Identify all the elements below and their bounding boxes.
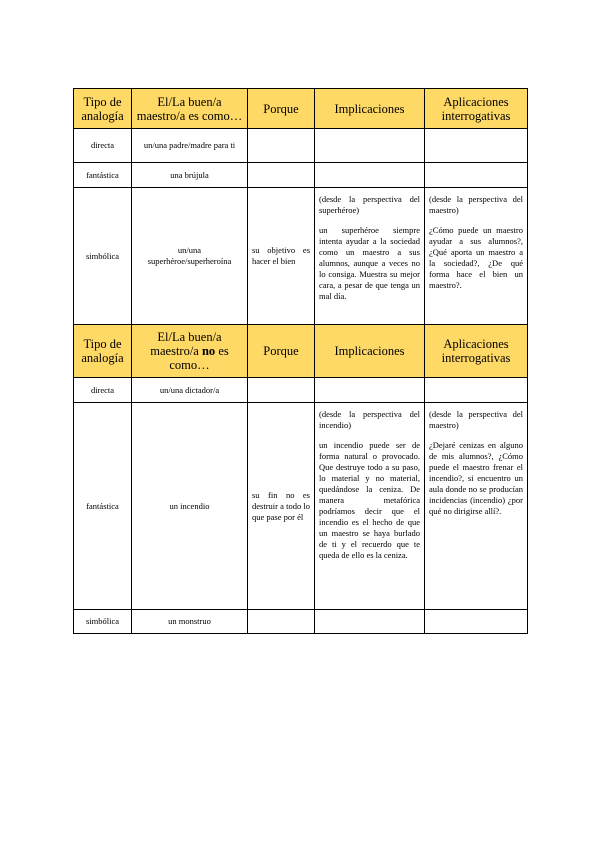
header-buen-maestro-no <box>132 325 248 378</box>
header-porque: Porque <box>248 89 315 129</box>
porque-cell <box>248 163 315 188</box>
como-cell: un/una dictador/a <box>132 378 248 403</box>
implicaciones-title: (desde la perspectiva del superhéroe) <box>319 194 420 215</box>
implicaciones-cell <box>315 129 425 163</box>
table-row <box>74 610 528 634</box>
tipo-cell: fantástica <box>74 403 132 610</box>
table-row <box>74 188 528 325</box>
implicaciones-text: un incendio puede ser de forma natural o provocado. Que destruye todo a su paso, lo material y no material, quedándose la ceniza. De manera metafórica podríamos decir que el incendio es el hecho de que un maestro se haya burlado de ti y el recuerdo que te queda de ello es la ceniza. <box>319 440 420 560</box>
aplicaciones-cell <box>425 163 528 188</box>
como-cell: una brújula <box>132 163 248 188</box>
tipo-cell: fantástica <box>74 163 132 188</box>
implicaciones-text: un superhéroe siempre intenta ayudar a la sociedad como un maestro a sus alumnos, aunque a veces no lo consiga. Muestra su mejor cara, a pesar de que tenga un mal día. <box>319 225 420 301</box>
header-buen-post: es como… <box>169 344 229 372</box>
implicaciones-cell <box>315 188 425 325</box>
porque-cell <box>248 610 315 634</box>
header-row <box>74 325 528 378</box>
porque-cell <box>248 129 315 163</box>
porque-cell: su objetivo es hacer el bien <box>248 188 315 325</box>
header-tipo: Tipo de analogía <box>74 89 132 129</box>
header-aplicaciones: Aplicaciones interrogativas <box>425 89 528 129</box>
aplicaciones-text: ¿Dejaré cenizas en alguno de mis alumnos?, ¿Cómo puede el maestro frenar el incendio?, si encuentro un aula donde no se producían incidencias (incendio) ¿por qué no dirigirse allí?. <box>429 440 523 516</box>
aplicaciones-title: (desde la perspectiva del maestro) <box>429 409 523 430</box>
implicaciones-cell <box>315 403 425 610</box>
como-cell: un monstruo <box>132 610 248 634</box>
header-buen-no: no <box>201 344 216 358</box>
header-buen-pre: El/La buen/a maestro/a <box>150 330 222 358</box>
header-row <box>74 89 528 129</box>
table-row <box>74 378 528 403</box>
table-row <box>74 129 528 163</box>
implicaciones-cell <box>315 378 425 403</box>
tipo-cell: directa <box>74 129 132 163</box>
header-implicaciones: Implicaciones <box>315 89 425 129</box>
como-cell: un incendio <box>132 403 248 610</box>
porque-cell <box>248 378 315 403</box>
como-cell: un/una superhéroe/superheroína <box>132 188 248 325</box>
implicaciones-cell <box>315 163 425 188</box>
porque-cell: su fin no es destruir a todo lo que pase por él <box>248 403 315 610</box>
header-tipo: Tipo de analogía <box>74 325 132 378</box>
header-aplicaciones: Aplicaciones interrogativas <box>425 325 528 378</box>
tipo-cell: directa <box>74 378 132 403</box>
aplicaciones-cell <box>425 188 528 325</box>
aplicaciones-cell <box>425 403 528 610</box>
header-buen-maestro: El/La buen/a maestro/a es como… <box>132 89 248 129</box>
table-row <box>74 403 528 610</box>
tipo-cell: simbólica <box>74 610 132 634</box>
tipo-cell: simbólica <box>74 188 132 325</box>
header-implicaciones: Implicaciones <box>315 325 425 378</box>
aplicaciones-cell <box>425 610 528 634</box>
implicaciones-cell <box>315 610 425 634</box>
como-cell: un/una padre/madre para ti <box>132 129 248 163</box>
aplicaciones-cell <box>425 378 528 403</box>
aplicaciones-title: (desde la perspectiva del maestro) <box>429 194 523 215</box>
header-porque: Porque <box>248 325 315 378</box>
aplicaciones-text: ¿Cómo puede un maestro ayudar a sus alumnos?, ¿Qué aporta un maestro a la sociedad?, ¿De qué forma hace el bien un maestro?. <box>429 225 523 290</box>
analogy-table <box>73 88 528 634</box>
implicaciones-title: (desde la perspectiva del incendio) <box>319 409 420 430</box>
aplicaciones-cell <box>425 129 528 163</box>
table-row <box>74 163 528 188</box>
